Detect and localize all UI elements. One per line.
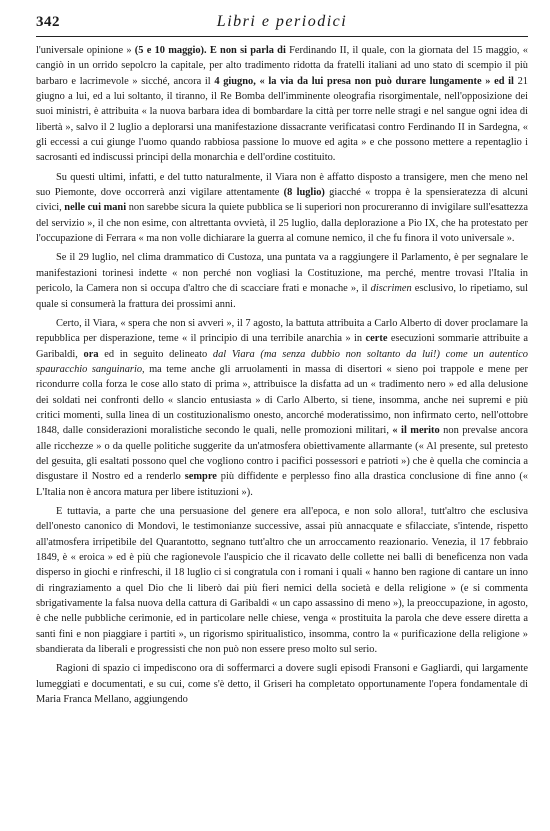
text-run: giacché « troppa è la spensieratezza di alcuni civici, — [36, 187, 529, 214]
italic-text: discrimen — [370, 283, 412, 295]
text-run: non prevalse ancora alle ricchezze » o da quelle politiche suggerite da un'atmosfera obiettivamente allarmante (« Al presente, sul pretesto del gesuita, gli esaltati possono quel che vogliono contro i pacifici possessori e patrioti ») che è quella che comincia a disgustare il Nostro ed a renderlo — [36, 425, 529, 483]
article-body — [36, 43, 528, 707]
bold-text: 4 giugno, « la via da lui presa non può durare lungamente » ed il — [214, 75, 514, 87]
bold-text: (5 e 10 maggio). E non si parla di — [134, 45, 286, 56]
text-run: ed in seguito delineato — [98, 348, 213, 360]
bold-text: certe — [365, 333, 388, 345]
text-run: l'universale opinione » — [36, 45, 135, 56]
text-run: Su questi ultimi, infatti, e del tutto naturalmente, il Viara non è affatto disposto a transigere, men che meno nel suo Piemonte, dove occorrerà anzi vigilare attentamente — [36, 171, 528, 199]
text-run: non sarebbe sicura la quiete pubblica se li superiori non procureranno di invigilare sull'esattezza del servizio », il che non esime, con altrettanta ovvietà, il 25 luglio, dalla deplorazione a Pio IX, che ha protestato per l'occupazione di Ferrara « ma non volle dichiarare la guerra al comune nemico, il che fu finora il voto universale ». — [36, 202, 529, 245]
running-head — [36, 12, 528, 37]
body-paragraph — [36, 316, 528, 500]
text-run: Ferdinando II, il quale, con la giornata del 15 maggio, « cangiò in un orrido sepolcro la capitale, per alto tradimento ridotta da fratelli italiani ad uno stato di scempio il più barbaro e lacrimevole » sicché, ancora il — [36, 45, 528, 87]
text-run: E tuttavia, a parte che una persuasione del genere era all'epoca, e non solo allora!, tutt'altro che esclusiva dell'onesto canonico di Mondovì, le testimonianze successive, assai più annacquate e sfilacciate, s'intende, rispetto all'atmosfera irripetibile del Quarantotto, segnano tutt'altro che un arroccamento reazionario. Venezia, il 17 febbraio 1849, è « eroica » ed è più che ragionevole l'auspicio che il ricavato delle collette nei balli di beneficenza non vada disperso in giochi e rinfreschi, il 18 luglio ci si congratula con i romani i quali « hanno ben ragione di cantare un inno di ringraziamento a quel Dio che li liberò dai più fieri nemici della società e della religione » (e si commenta sbrigativamente la falsa nuova della cattura di Garibaldi « un capo assassino di meno »), la preoccupazione, in agosto, è che nelle pubbliche cerimonie, ed in particolare nelle chiese, venga « prostituita la parola che deve essere diretta a santi fini e non piaggiare i partiti », un rigorismo spiritualistico, insomma, contro la « purificazione della religione » sbandierata da liberali e progressisti che non può non essere preso molto sul serio. — [36, 505, 528, 656]
bold-text: sempre — [184, 471, 217, 483]
text-run: ma teme anche gli arruolamenti in massa di disertori « sieno poi trappole e mene per ricondurre colla forza le cose allo stato di prima », attribuisce la disfatta ad un « tradimento nero » ed alla delusione dei soldati nei confronti dello « slancio entusiasta » di Carlo Alberto, si tiene, insomma, anche nei supremi e più critici momenti, sulla linea di un costituzionalismo onesto, ancorché moderatissimo, non infirmato certo, nell'ottobre 1848, dalle considerazioni moralistiche secondo le quali, nelle promozioni militari, — [36, 363, 529, 437]
text-run: Certo, il Viara, « spera che non si avveri », il 7 agosto, la battuta attribuita a Carlo Alberto di dover proclamare la repubblica per disperazione, teme « il principio di una terribile anarchia » in — [36, 317, 528, 345]
text-run: esecuzioni sommarie attribuite a Garibaldi, — [36, 333, 528, 360]
bold-text: (8 luglio) — [283, 187, 325, 199]
text-run: esclusivo, lo ripetiamo, sul quale si consumerà la frattura dei prossimi anni. — [36, 283, 528, 310]
page-number: 342 — [36, 14, 60, 30]
italic-text: dal Viara (ma senza dubbio non soltanto da lui!) come un autentico spauracchio sanguinario, — [36, 348, 528, 375]
body-paragraph — [36, 43, 528, 166]
bold-text: ora — [83, 348, 99, 360]
text-run: Se il 29 luglio, nel clima drammatico di Custoza, una puntata va a raggiungere il Parlamento, è per segnalare le manifestazioni torinesi indette « non perché non vogliasi la Costituzione, ma perché, mentre trovasi l'Italia in pericolo, la Camera non si occupa d'altro che di scacciare frati e monache », il — [36, 252, 528, 295]
text-run: più diffidente e perplesso fino alla drastica conclusione di fine anno (« L'Italia non è ancora matura per libere istituzioni »). — [36, 471, 528, 498]
text-run: 21 giugno a lui, ed a lui soltanto, il tiranno, il Re Bomba dell'imminente oleografia risorgimentale, nell'opposizione dei suoi ministri, è attribuita « la nuova barbara idea di bombardare la città per torre nelle stragi e nel sangue ogni idea di libertà », salvo il 2 luglio a deplorarsi una manifestazione dissacrante verificatasi contro Ferdinando II in Sardegna, « gli eccessi a cui giunge l'uomo quando rabbiosa passione lo muove ed agita » e che possono mettere a repentaglio i sacrosanti ed indiscussi principi della monarchia e dell'ordine costituito. — [36, 75, 529, 164]
bold-text: « il merito — [392, 425, 440, 437]
body-paragraph — [36, 250, 528, 311]
body-paragraph — [36, 661, 528, 707]
body-paragraph — [36, 170, 528, 247]
body-paragraph — [36, 504, 528, 657]
section-title: Libri e periodici — [216, 13, 348, 30]
text-run: Ragioni di spazio ci impediscono ora di soffermarci a dovere sugli episodi Fransoni e Gagliardi, qui largamente lumeggiati e documentati, e su cui, come s'è detto, il Griseri ha completato opportunamente l'opera fondamentale di Maria Franca Mellano, aggiungendo — [36, 663, 528, 706]
bold-text: nelle cui mani — [64, 202, 127, 214]
